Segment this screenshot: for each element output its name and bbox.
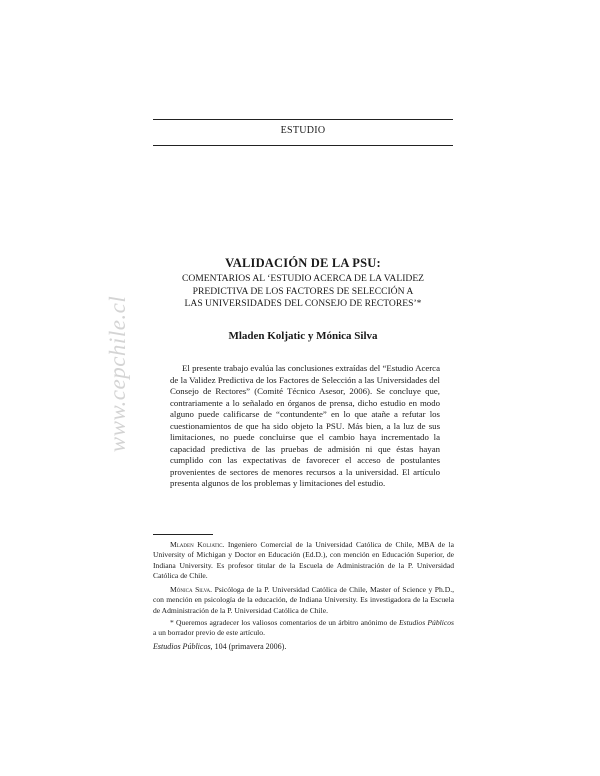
abstract — [170, 363, 440, 490]
subtitle-line: PREDICTIVA DE LOS FACTORES DE SELECCIÓN A — [192, 285, 414, 297]
thanks-text: * Queremos agradecer los valiosos comentarios de un árbitro anónimo de — [170, 618, 397, 627]
article-authors: Mladen Koljatic y Mónica Silva — [228, 330, 378, 342]
section-label: ESTUDIO — [280, 125, 326, 136]
footnote-silva — [153, 585, 454, 616]
footnote-koljatic — [153, 540, 454, 581]
article-subtitle — [153, 273, 453, 311]
footnote-rule — [153, 534, 213, 535]
subtitle-line: LAS UNIVERSIDADES DEL CONSEJO DE RECTORES’* — [184, 298, 422, 309]
article-title: VALIDACIÓN DE LA PSU: — [225, 256, 381, 270]
thanks-journal: Estudios Públicos — [399, 618, 454, 627]
journal-citation — [153, 642, 286, 651]
citation-journal: Estudios Públicos, — [153, 642, 213, 651]
footnote-acknowledgement — [153, 618, 454, 639]
footnote-author-bio: Ingeniero Comercial de la Universidad Católica de Chile, MBA de la University of Michigan y Doctor en Educación (Ed.D.), con mención en Educación Superior, de Indiana University. Es profesor titular de la Escuela de Administración de la P. Universidad Católica de Chile. — [153, 540, 454, 580]
subtitle-line: COMENTARIOS AL ‘ESTUDIO ACERCA DE LA VALIDEZ — [181, 273, 425, 284]
thanks-text-end: a un borrador previo de este artículo. — [153, 628, 265, 638]
header-rule-top — [153, 119, 453, 120]
abstract-text: El presente trabajo evalúa las conclusiones extraídas del “Estudio Acerca de la Validez Predictiva de los Factores de Selección a las Universidades del Consejo de Rectores” (Comité Técnico Asesor, 2006). Se concluye que, contrariamente a lo señalado en órganos de prensa, dicho estudio en modo alguno puede calificarse de “contundente” en lo que atañe a refutar los cuestionamientos de que ha sido objeto la PSU. Más bien, a la luz de sus limitaciones, no puede concluirse que el cambio haya incrementado la capacidad predictiva de las pruebas de admisión ni que éstas hayan cumplido con las expectativas de favorecer el acceso de postulantes provenientes de sectores de menores recursos a la universidad. El artículo presenta algunos de los problemas y limitaciones del estudio. — [170, 363, 440, 489]
footnote-author-name: Mónica Silva. — [170, 585, 213, 594]
watermark-text: www.cepchile.cl — [105, 295, 130, 453]
footnote-author-bio: Psicóloga de la P. Universidad Católica de Chile, Master of Science y Ph.D., con mención en psicología de la educación, de Indiana University. Es investigadora de la Escuela de Administración de la P. Universidad Católica de Chile. — [153, 585, 454, 615]
citation-issue: 104 (primavera 2006). — [214, 642, 287, 651]
header-rule-bottom — [153, 145, 453, 146]
footnote-author-name: Mladen Koljatic. — [170, 540, 225, 549]
